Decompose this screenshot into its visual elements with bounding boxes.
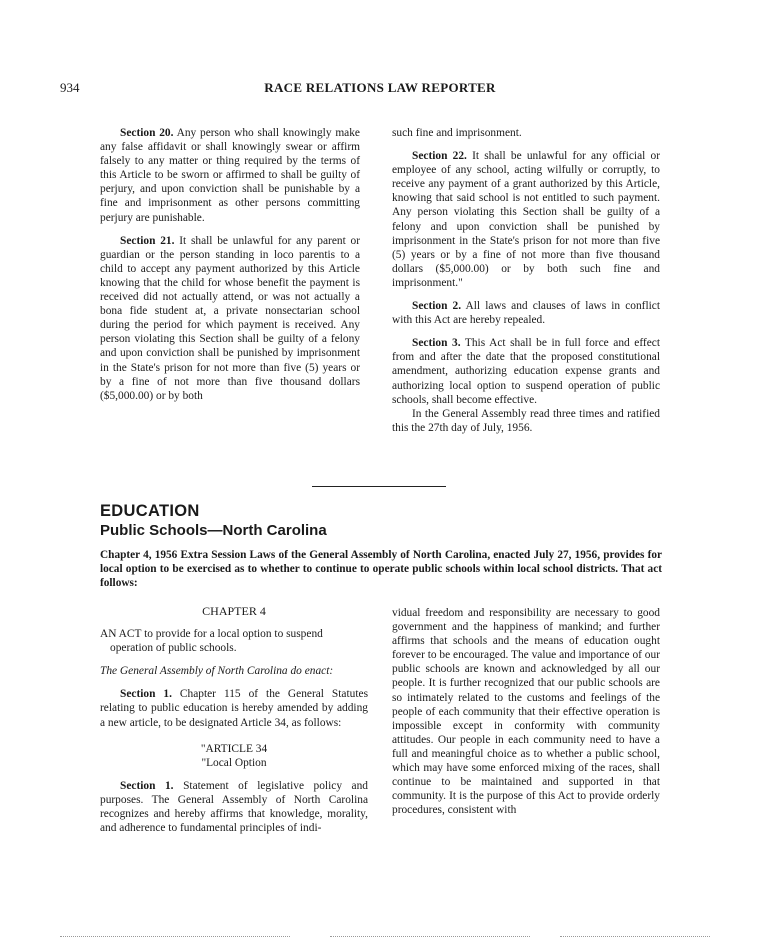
top-left-column xyxy=(100,126,360,412)
section-1-label: Section 1. xyxy=(120,688,172,701)
section-22-text: It shall be unlawful for any official or employee of any school, acting wilfully or corruptly, to receive any payment of a grant authorized by this Article, knowing that said school is not entitled to such payment. Any person violating this Section shall be guilty of a felony and upon conviction shall be punished by imprisonment in the State's prison for not more than five (5) years or by a fine of not more than five thousand dollars ($5,000.00) or by both such fine and imprisonment." xyxy=(392,150,660,289)
section-21-paragraph xyxy=(100,234,360,403)
running-title: RACE RELATIONS LAW REPORTER xyxy=(264,80,496,95)
section-3-text: This Act shall be in full force and effect from and after the date that the proposed constitutional amendment, authorizing education expense grants and authorizing local option to suspend operation of public schools, shall become effective. xyxy=(392,337,660,406)
policy-continuation: vidual freedom and responsibility are necessary to good government and the happiness of mankind; and further affirms that schools and the means of education ought forever to be encouraged. The value and importance of our public schools are known and acknowledged by all our people. It is further recognized that our public schools are so intimately related to the customs and feelings of the people of each community that their effective operation is impossible except in conformity with community attitudes. Our people in each community need to have a full and meaningful choice as to whether a public school, which may have some enforced mixing of the races, shall continue to be maintained and supported in that community. It is the purpose of this Act to provide orderly procedures, consistent with xyxy=(392,607,660,817)
section-22-paragraph xyxy=(392,149,660,290)
section-21-label: Section 21. xyxy=(120,234,175,247)
section-20-label: Section 20. xyxy=(120,127,174,139)
section-2-label: Section 2. xyxy=(412,300,462,313)
article-heading: "ARTICLE 34 xyxy=(200,742,268,755)
section-20-paragraph xyxy=(100,126,360,225)
enacting-clause: The General Assembly of North Carolina do enact: xyxy=(100,665,334,678)
section-22-label: Section 22. xyxy=(412,150,467,163)
section-1-policy-label: Section 1. xyxy=(120,779,174,792)
scan-artifact-line xyxy=(560,936,710,937)
scan-artifact-line xyxy=(60,936,290,937)
article-subheading: "Local Option xyxy=(201,756,267,769)
bottom-left-column xyxy=(100,604,368,844)
section-1-text: Chapter 115 of the General Statutes relating to public education is hereby amended by adding a new article, to be designated Article 34, as follows: xyxy=(100,688,369,729)
section-20-text: Any person who shall knowingly make any false affidavit or shall knowingly swear or affirm falsely to any matter or thing required by the terms of this Article to be sworn or affirmed to shall be guilty of perjury, and upon conviction shall be punishable by a fine and imprisonment as other persons committing perjury are punishable. xyxy=(100,127,360,224)
section-21-text: It shall be unlawful for any parent or guardian or the person standing in loco parentis to a child to accept any payment authorized by this Article knowing that the child for whose benefit the payment is received did not actually attend, or was not actually a bona fide student at, a private nonsectarian school during the period for which payment is received. Any person violating this Section shall be guilty of a felony and upon conviction shall be punished by imprisonment in the State's prison for not more than five (5) years or by a fine of not more than five thousand dollars ($5,000.00) or by both xyxy=(100,234,360,402)
bottom-right-column xyxy=(392,606,660,826)
section-2-text: All laws and clauses of laws in conflict with this Act are hereby repealed. xyxy=(392,300,660,327)
continuation-text: such fine and imprisonment. xyxy=(392,127,522,139)
education-heading: EDUCATION xyxy=(100,502,200,520)
act-title: AN ACT to provide for a local option to suspend operation of public schools. xyxy=(100,628,323,655)
public-schools-subheading: Public Schools—North Carolina xyxy=(100,522,327,539)
section-3-label: Section 3. xyxy=(412,337,461,350)
section-1-paragraph xyxy=(100,687,368,729)
section-divider xyxy=(312,486,446,487)
page-number: 934 xyxy=(60,80,80,95)
scan-artifact-line xyxy=(330,936,530,937)
section-1-policy-text: Statement of legislative policy and purposes. The General Assembly of North Carolina recognizes and hereby affirms that knowledge, morality, and adherence to fundamental principles of indi- xyxy=(100,779,369,835)
section-1-policy-paragraph xyxy=(100,779,368,835)
page-header xyxy=(60,80,700,100)
top-right-column xyxy=(392,126,660,444)
section-2-paragraph xyxy=(392,299,660,327)
chapter-heading: CHAPTER 4 xyxy=(202,604,266,618)
ratification-paragraph: In the General Assembly read three times and ratified this the 27th day of July, 1956. xyxy=(392,407,660,434)
section-3-paragraph xyxy=(392,336,660,406)
chapter-intro: Chapter 4, 1956 Extra Session Laws of the General Assembly of North Carolina, enacted July 27, 1956, provides for local option to be exercised as to whether to continue to operate public schools within local school districts. That act follows: xyxy=(100,549,662,590)
